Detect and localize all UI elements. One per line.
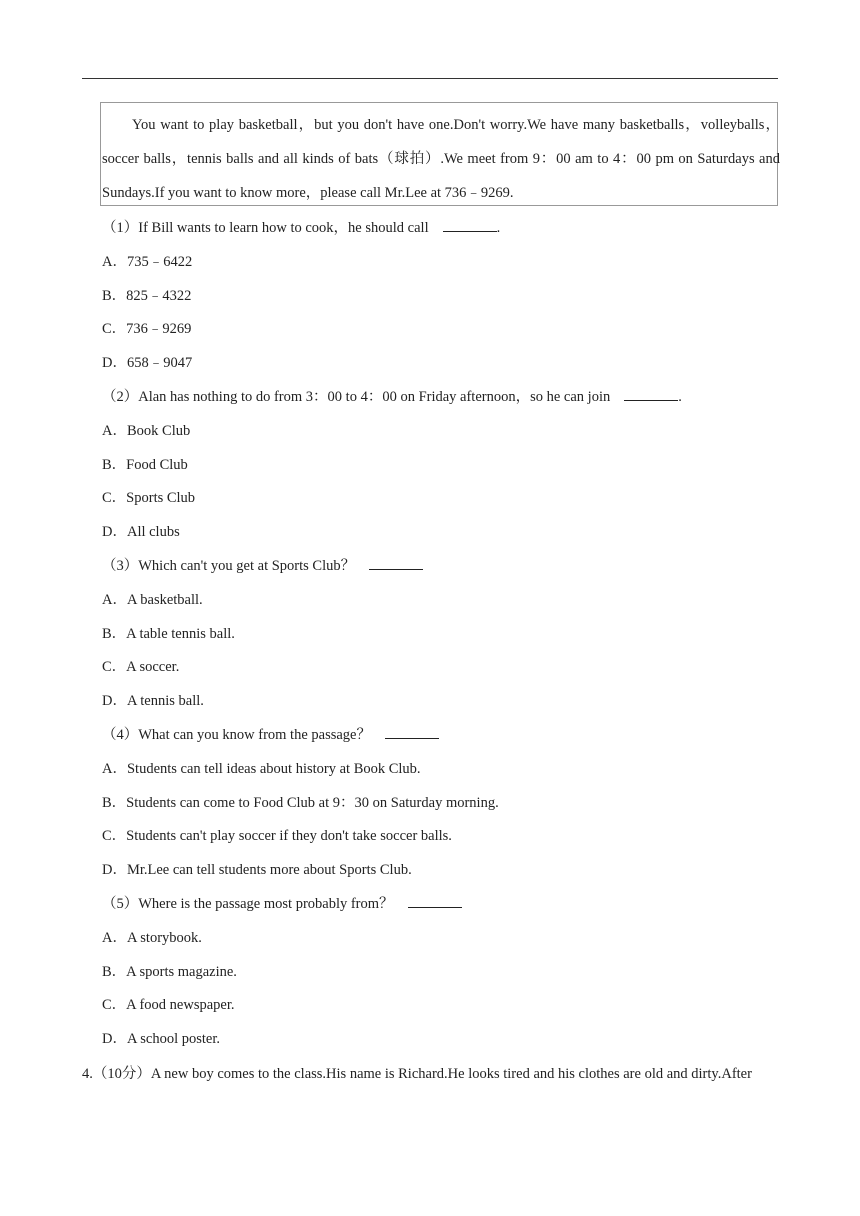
- next-question-text: 4.（10分）A new boy comes to the class.His name is Richard.He looks tired and his clothes are old and dirty.After: [82, 1066, 752, 1082]
- answer-option: A．A storybook.: [102, 929, 202, 946]
- question-stem-text: （4）What can you know from the passage？: [102, 727, 371, 743]
- answer-option: A．A basketball.: [102, 591, 203, 608]
- answer-blank: [408, 895, 462, 908]
- question-stem-text: （1）If Bill wants to learn how to cook，he should call: [102, 220, 429, 236]
- passage-body: You want to play basketball，but you don't have one.Don't worry.We have many basketballs，volleyballs，soccer balls，tennis balls and all kinds of bats（球拍）.We meet from 9：00 am to 4：00 pm on Saturdays and Sundays.If you want to know more，please call Mr.Lee at 736﹣9269.: [102, 117, 780, 201]
- answer-option: A．Students can tell ideas about history at Book Club.: [102, 760, 421, 777]
- question-suffix: .: [496, 220, 501, 236]
- answer-option: C．Sports Club: [102, 490, 196, 507]
- answer-option: C．736﹣9269: [102, 321, 192, 338]
- answer-option: C．A soccer.: [102, 659, 180, 676]
- question-stem-text: （2）Alan has nothing to do from 3：00 to 4：00 on Friday afternoon，so he can join: [102, 389, 611, 405]
- answer-option: B．A sports magazine.: [102, 963, 237, 980]
- answer-blank: [369, 557, 423, 570]
- question-stem: [102, 723, 439, 744]
- question-suffix: .: [678, 389, 682, 405]
- question-stem: [102, 554, 423, 575]
- passage-text: [102, 108, 780, 210]
- question-stem: [102, 385, 682, 406]
- question-stem: [102, 892, 462, 913]
- answer-option: D．All clubs: [102, 524, 180, 541]
- answer-option: B．Food Club: [102, 456, 188, 473]
- answer-option: C．Students can't play soccer if they don't take soccer balls.: [102, 828, 452, 845]
- answer-blank: [624, 388, 678, 401]
- answer-option: B．A table tennis ball.: [102, 625, 235, 642]
- answer-option: B．825﹣4322: [102, 287, 192, 304]
- answer-option: D．A school poster.: [102, 1031, 221, 1048]
- answer-option: D．A tennis ball.: [102, 693, 204, 710]
- answer-blank: [443, 219, 497, 232]
- answer-option: B．Students can come to Food Club at 9：30 on Saturday morning.: [102, 794, 499, 811]
- question-stem: [102, 216, 500, 237]
- answer-option: A．735﹣6422: [102, 253, 193, 270]
- question-stem-text: （5）Where is the passage most probably from？: [102, 896, 394, 912]
- answer-blank: [385, 726, 439, 739]
- answer-option: D．658﹣9047: [102, 355, 193, 372]
- answer-option: D．Mr.Lee can tell students more about Sports Club.: [102, 862, 412, 879]
- answer-option: C．A food newspaper.: [102, 997, 235, 1014]
- header-rule: [82, 78, 778, 79]
- question-stem-text: （3）Which can't you get at Sports Club？: [102, 558, 356, 574]
- answer-option: A．Book Club: [102, 422, 191, 439]
